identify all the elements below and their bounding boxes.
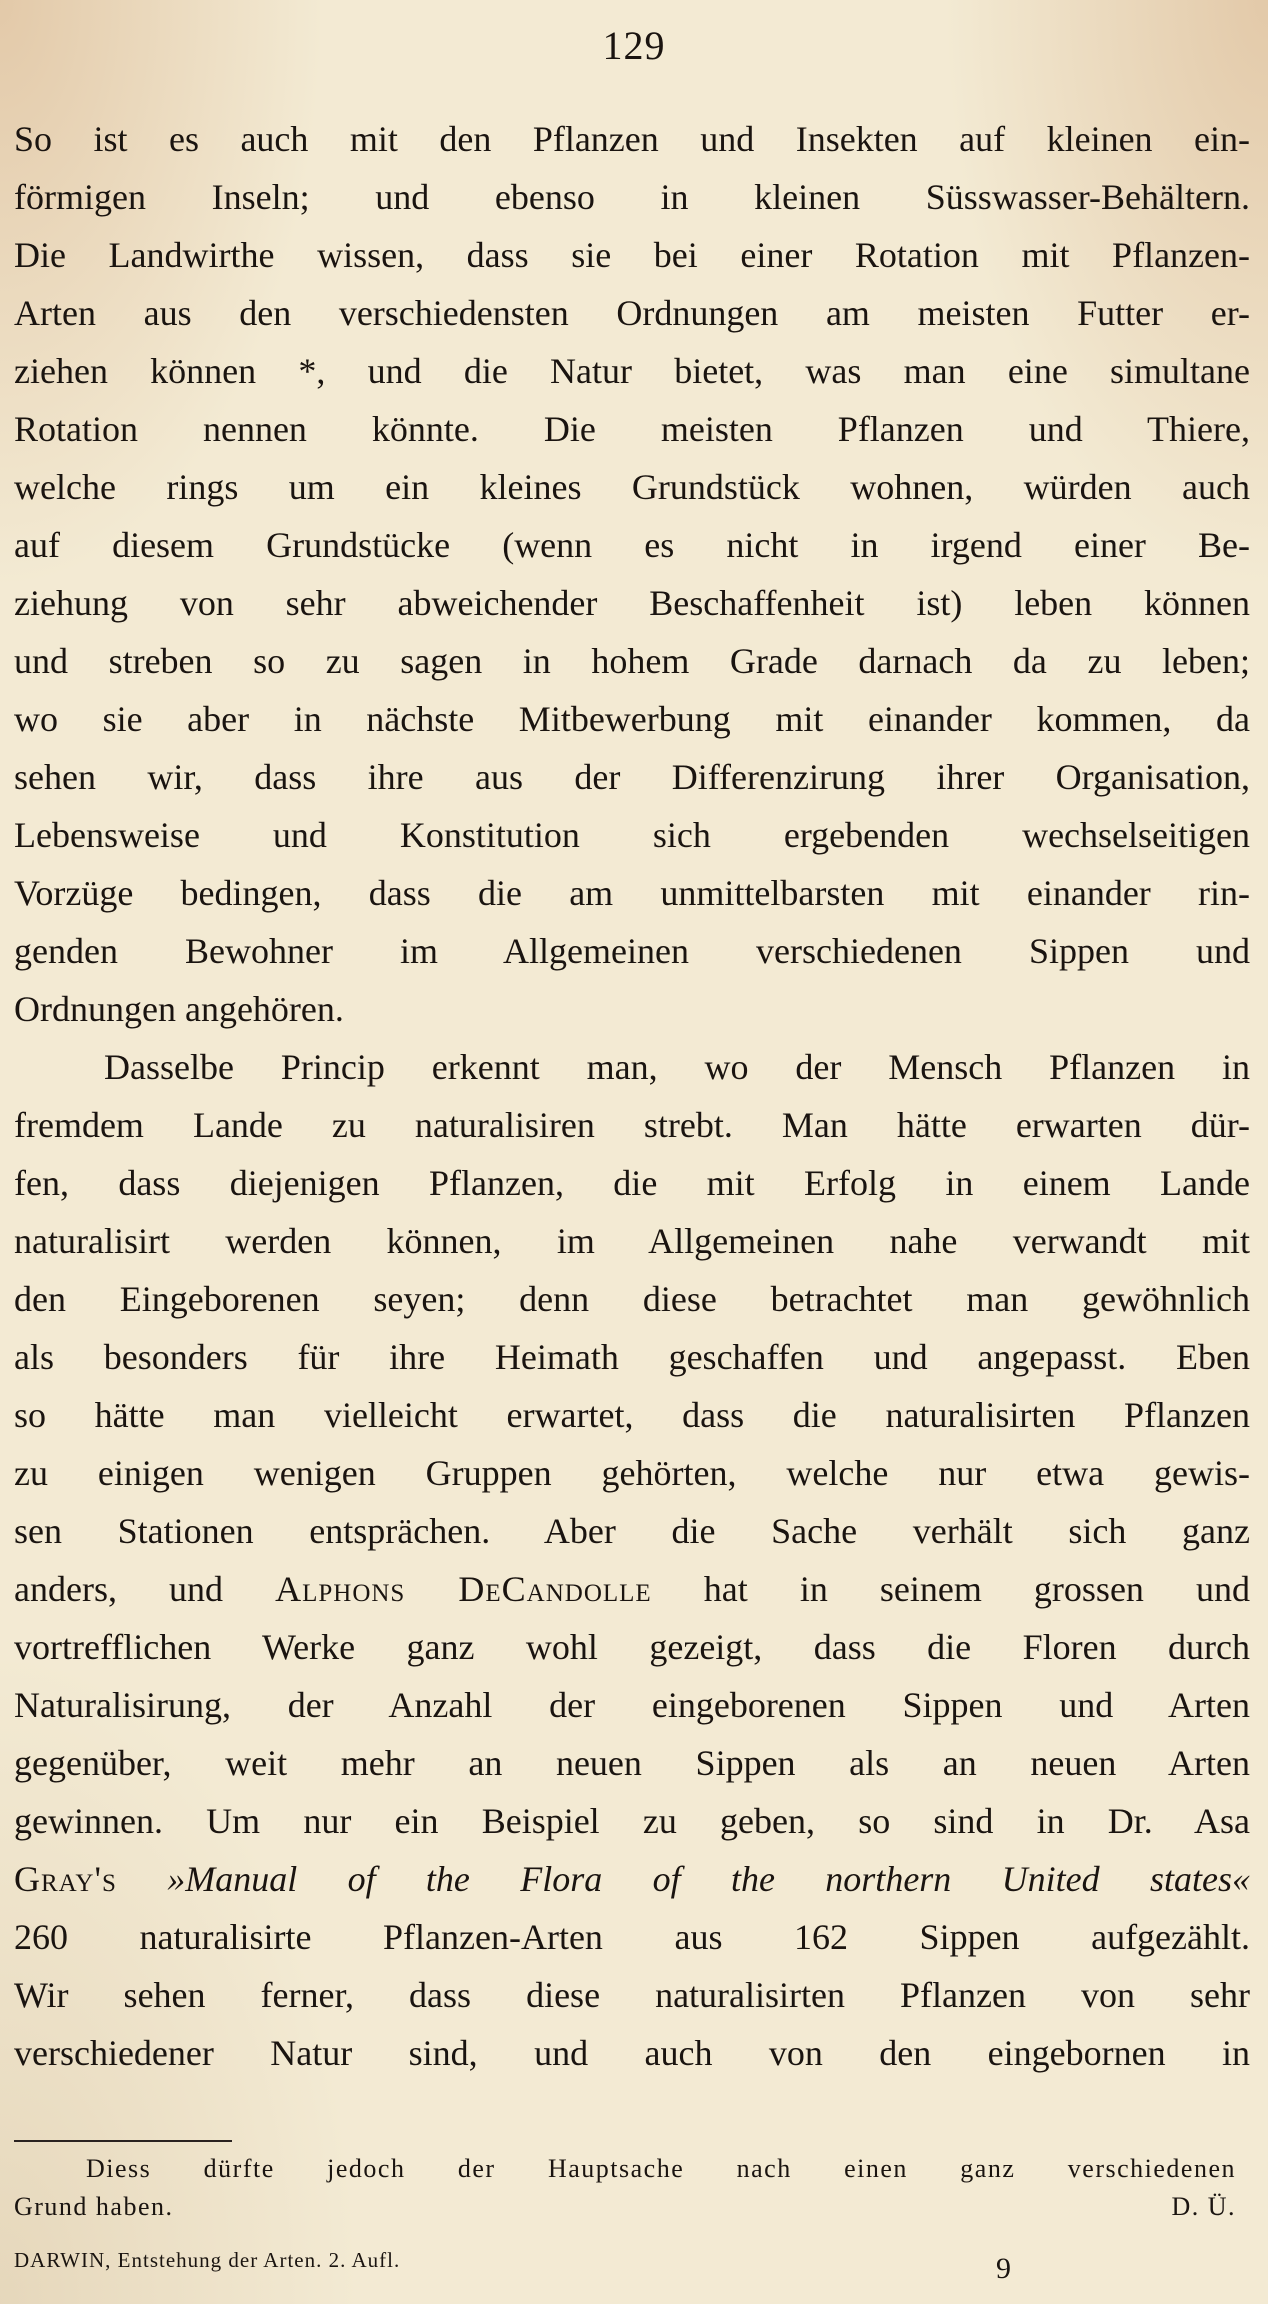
footnote-line: Diess dürfte jedoch der Hauptsache nach einen ganz verschiedenen xyxy=(86,2154,1236,2183)
footnote-line xyxy=(14,2188,1236,2226)
text-line xyxy=(14,1560,1250,1618)
text-line: zu einigen wenigen Gruppen gehörten, welche nur etwa gewis- xyxy=(14,1453,1250,1493)
text-line: sehen wir, dass ihre aus der Differenzirung ihrer Organisation, xyxy=(14,757,1250,797)
text-line: verschiedener Natur sind, und auch von den eingebornen in xyxy=(14,2033,1250,2073)
text-line xyxy=(14,1850,1250,1908)
text-line: fen, dass diejenigen Pflanzen, die mit Erfolg in einem Lande xyxy=(14,1163,1250,1203)
author-name: Gray's xyxy=(14,1859,117,1899)
text-line: gegenüber, weit mehr an neuen Sippen als an neuen Arten xyxy=(14,1743,1250,1783)
text-line: ziehen können *, und die Natur bietet, was man eine simultane xyxy=(14,351,1250,391)
paragraph-1 xyxy=(14,110,1250,1038)
text-line: Wir sehen ferner, dass diese naturalisirten Pflanzen von sehr xyxy=(14,1975,1250,2015)
printer-signature-line xyxy=(14,2248,1250,2285)
text-line: förmigen Inseln; und ebenso in kleinen Süsswasser-Behältern. xyxy=(14,177,1250,217)
text-line: Naturalisirung, der Anzahl der eingeborenen Sippen und Arten xyxy=(14,1685,1250,1725)
footnote xyxy=(14,2150,1236,2226)
text-line: genden Bewohner im Allgemeinen verschiedenen Sippen und xyxy=(14,931,1250,971)
text-line: Lebensweise und Konstitution sich ergebenden wechselseitigen xyxy=(14,815,1250,855)
sheet-mark: 9 xyxy=(996,2252,1012,2285)
signature-text: DARWIN, Entstehung der Arten. 2. Aufl. xyxy=(14,2248,401,2272)
paragraph-2 xyxy=(14,1038,1250,2082)
author-name: Alphons DeCandolle xyxy=(275,1569,652,1609)
text-line: vortrefflichen Werke ganz wohl gezeigt, dass die Floren durch xyxy=(14,1627,1250,1667)
text-line: so hätte man vielleicht erwartet, dass die naturalisirten Pflanzen xyxy=(14,1395,1250,1435)
text-line: und streben so zu sagen in hohem Grade darnach da zu leben; xyxy=(14,641,1250,681)
text-line: den Eingeborenen seyen; denn diese betrachtet man gewöhnlich xyxy=(14,1279,1250,1319)
body-text xyxy=(14,110,1250,2082)
book-title: »Manual of the Flora of the northern United states« xyxy=(116,1859,1250,1899)
text-run: hat in seinem grossen und xyxy=(651,1569,1250,1609)
text-line: ziehung von sehr abweichender Beschaffenheit ist) leben können xyxy=(14,583,1250,623)
text-line: auf diesem Grundstücke (wenn es nicht in irgend einer Be- xyxy=(14,525,1250,565)
text-line: welche rings um ein kleines Grundstück wohnen, würden auch xyxy=(14,467,1250,507)
translator-signature: D. Ü. xyxy=(1171,2192,1236,2221)
text-line: sen Stationen entsprächen. Aber die Sache verhält sich ganz xyxy=(14,1511,1250,1551)
text-line: Arten aus den verschiedensten Ordnungen am meisten Futter er- xyxy=(14,293,1250,333)
text-line: wo sie aber in nächste Mitbewerbung mit einander kommen, da xyxy=(14,699,1250,739)
text-line: gewinnen. Um nur ein Beispiel zu geben, so sind in Dr. Asa xyxy=(14,1801,1250,1841)
text-line: als besonders für ihre Heimath geschaffen und angepasst. Eben xyxy=(14,1337,1250,1377)
text-line: Rotation nennen könnte. Die meisten Pflanzen und Thiere, xyxy=(14,409,1250,449)
text-line: So ist es auch mit den Pflanzen und Insekten auf kleinen ein- xyxy=(14,119,1250,159)
footnote-text: Grund haben. xyxy=(14,2192,174,2221)
page-number: 129 xyxy=(602,23,666,68)
text-line: Die Landwirthe wissen, dass sie bei einer Rotation mit Pflanzen- xyxy=(14,235,1250,275)
text-line: naturalisirt werden können, im Allgemeinen nahe verwandt mit xyxy=(14,1221,1250,1261)
text-line: 260 naturalisirte Pflanzen-Arten aus 162 Sippen aufgezählt. xyxy=(14,1917,1250,1957)
text-run: anders, und xyxy=(14,1569,276,1609)
footnote-divider xyxy=(14,2140,232,2142)
text-line: Dasselbe Princip erkennt man, wo der Mensch Pflanzen in xyxy=(104,1047,1250,1087)
text-line: Ordnungen angehören. xyxy=(14,989,344,1029)
text-line: Vorzüge bedingen, dass die am unmittelbarsten mit einander rin- xyxy=(14,873,1250,913)
text-line: fremdem Lande zu naturalisiren strebt. Man hätte erwarten dür- xyxy=(14,1105,1250,1145)
